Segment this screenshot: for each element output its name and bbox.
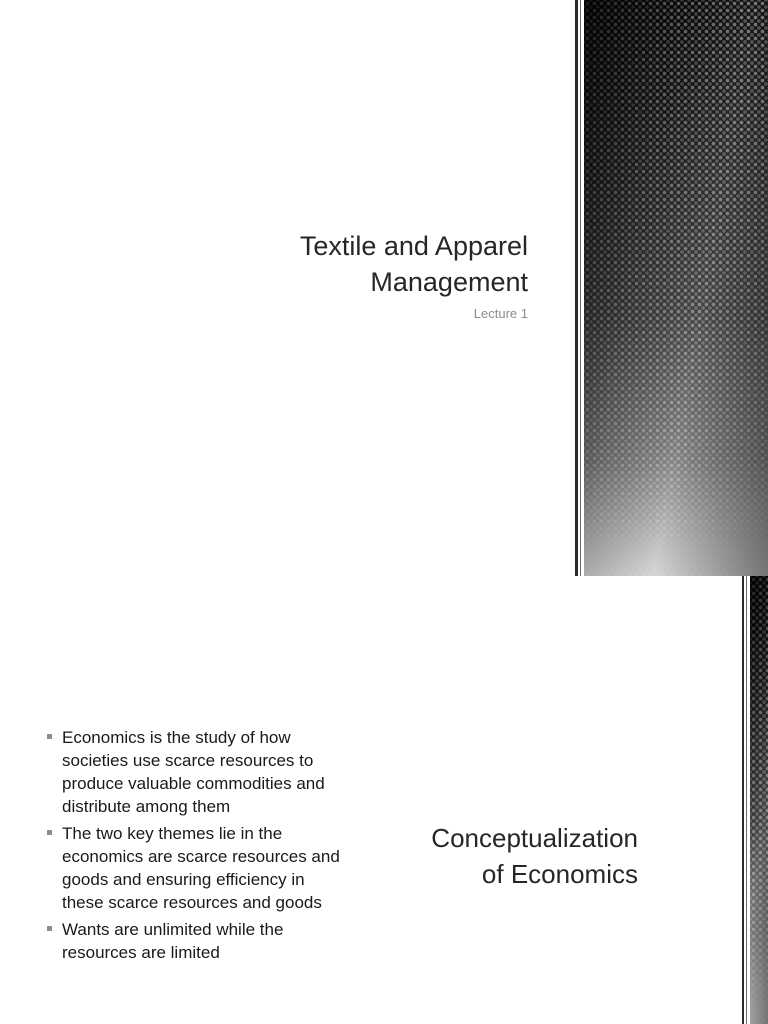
slide-title-line-1: Textile and Apparel [299, 231, 528, 261]
slide-title-line-2: Management [370, 267, 528, 297]
bullet-text: Economics is the study of how societies use scarce resources to produce valuable commodities and distribute among them [62, 728, 325, 816]
bullet-text: Wants are unlimited while the resources are limited [62, 920, 284, 962]
decorative-mesh-panel [750, 576, 768, 1024]
divider-line [580, 0, 581, 576]
square-bullet-icon [47, 734, 52, 739]
section-title-line-2: of Economics [481, 859, 638, 889]
divider-line [575, 0, 578, 576]
bullet-item [44, 726, 344, 818]
section-title [338, 820, 638, 892]
square-bullet-icon [47, 830, 52, 835]
bullet-text: The two key themes lie in the economics are scarce resources and goods and ensuring efficiency in these scarce resources and goods [62, 824, 340, 912]
slide-2 [0, 576, 768, 1024]
bullet-item [44, 918, 344, 964]
decorative-mesh-panel [584, 0, 768, 576]
section-title-line-1: Conceptualization [431, 823, 638, 853]
bullet-item [44, 822, 344, 914]
divider-line [742, 576, 744, 1024]
bullet-list [44, 726, 344, 968]
divider-line [746, 576, 747, 1024]
slide-subtitle: Lecture 1 [473, 306, 528, 321]
square-bullet-icon [47, 926, 52, 931]
slide-title [208, 228, 528, 300]
